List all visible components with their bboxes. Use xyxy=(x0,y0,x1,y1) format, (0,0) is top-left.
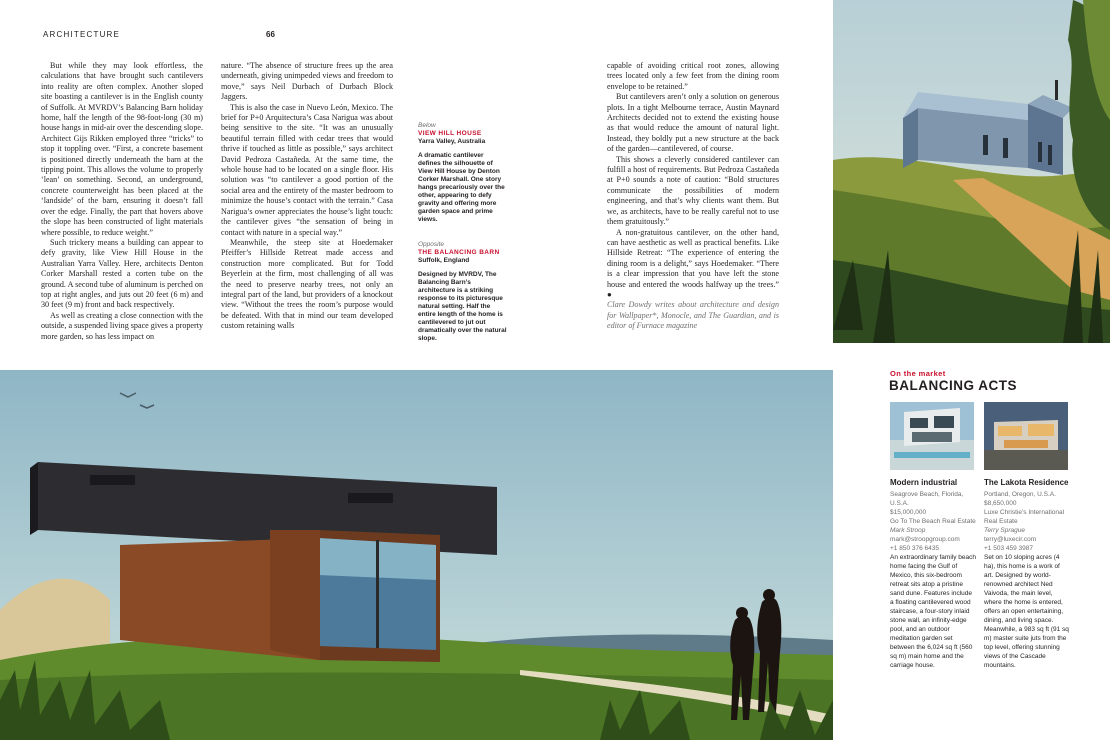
paragraph: Meanwhile, the steep site at Hoedemaker Pfeiffer’s Hillside Retreat made access and construction more complicated. But for Todd Beyerlein at the firm, most challenging of all was the need to preserve nearby trees, not only an integral part of the land, but providers of a knockout view. “Without the trees the room’s purpose would be defeated. With that in mind our team developed custom retaining walls xyxy=(221,237,393,331)
paragraph: But while they may look effortless, the calculations that have brought such cantilevers into reality are often complex. Another sloped site boasting a cantilever is in the English county of Suffolk. At MVRDV’s Balancing Barn holiday home, half the length of the 98-foot-long (30 m) house hangs in mid-air over the descending slope. Architect Gijs Rikken employed three “tricks” to stop it toppling over. “First, a concrete basement is positioned directly underneath the barn at the tipping point. This allows the volume to properly ‘lean’ on something. Second, an underground, concrete counterweight has been placed at the ‘landside’ of the barn, ensuring it doesn’t fall over the edge. Finally, the part that hovers above the slope has been constructed of light materials where possible, to reduce weight.” xyxy=(41,61,203,237)
listing-modern-industrial xyxy=(890,402,976,670)
view-hill-house-illustration xyxy=(0,370,833,740)
listing-price: $8,650,000 xyxy=(984,500,1017,507)
caption-title: THE BALANCING BARN xyxy=(418,249,500,256)
listing-email[interactable]: terry@luxecir.com xyxy=(984,536,1037,543)
listing-phone[interactable]: +1 850 376 6435 xyxy=(890,545,939,552)
listing-location: Seagrove Beach, Florida, U.S.A. xyxy=(890,491,964,507)
caption-text: Designed by MVRDV, The Balancing Barn’s architecture is a striking response to its picturesque natural setting. Half the entire length of the home is cantilevered to jut out dramatically over the natural slope. xyxy=(418,271,507,342)
listing-price: $15,000,000 xyxy=(890,509,927,516)
listing-agent: Terry Sprague xyxy=(984,527,1025,534)
listing-name: Modern industrial xyxy=(890,478,958,487)
article-column-1 xyxy=(41,61,203,342)
listing-agent: Mark Stroop xyxy=(890,527,926,534)
paragraph: As well as creating a close connection with the outside, a suspended living space gives a property more garden, so has less impact on xyxy=(41,310,203,341)
caption-location: Yarra Valley, Australia xyxy=(418,138,486,145)
caption-view-hill-house xyxy=(418,122,508,224)
market-tag: On the market xyxy=(890,369,946,378)
article-column-2 xyxy=(221,61,393,332)
paragraph: But cantilevers aren’t only a solution on generous plots. In a tight Melbourne terrace, Austin Maynard Architects decided not to extend the existing house as that would reduce the amount of natural light. Instead, they boldly put a new structure at the back of the garden—cantilevered, of course. xyxy=(607,92,779,154)
caption-balancing-barn xyxy=(418,241,508,343)
listing-name: The Lakota Residence xyxy=(984,478,1069,487)
market-title: BALANCING ACTS xyxy=(889,378,1017,393)
author-credit: Clare Dowdy writes about architecture and design for Wallpaper*, Monocle, and The Guardian, and is editor of Furnace magazine xyxy=(607,300,779,331)
paragraph: This is also the case in Nuevo León, Mexico. The brief for P+0 Arquitectura’s Casa Narigua was about being sensitive to the site. “It was an unusually beautiful terrain filled with cedar trees that would thrive if touched as little as possible,” says architect David Pedroza Castañeda. At the same time, the whole house had to be located on a single floor. His solution was “to cantilever a good portion of the social area and the entirety of the master bedroom to minimize the house’s contact with the terrain.” Casa Narigua’s owner appreciates the house’s light touch: the cantilever gives “the sensation of being in contact with nature in a special way.” xyxy=(221,102,393,237)
paragraph: capable of avoiding critical root zones, allowing trees located only a few feet from the dining room envelope to be retained.” xyxy=(607,61,779,91)
paragraph: A non-gratuitous cantilever, on the other hand, can have aesthetic as well as practical benefits. Like Hillside Retreat: “The experience of entering the dining room is a delight,” says Hoedemaker. “There is a clear impression that you have left the stone house and entered the woods halfway up the trees.” ● xyxy=(607,227,779,299)
section-header: ARCHITECTURE xyxy=(43,30,121,39)
listing-agency: Go To The Beach Real Estate xyxy=(890,518,976,525)
balancing-barn-illustration xyxy=(833,0,1110,343)
listing-description: An extraordinary family beach home facing the Gulf of Mexico, this six-bedroom retreat sits atop a pristine sand dune. Features include a floating cantilevered wood staircase, a four-story inlaid stone wall, an infinity-edge pool, and an outdoor meditation garden set between the 6,024 sq ft (560 sq m) main home and the carriage house. xyxy=(890,554,976,669)
listing-location: Portland, Oregon, U.S.A. xyxy=(984,491,1056,498)
article-column-4 xyxy=(607,61,779,332)
page-number: 66 xyxy=(266,30,275,39)
paragraph: nature. “The absence of structure frees up the area underneath, giving unimpeded views and freedom to move,” says Neil Durbach of Durbach Block Jaggers. xyxy=(221,61,393,102)
caption-direction: Below xyxy=(418,122,436,129)
listing-email[interactable]: mark@stroopgroup.com xyxy=(890,536,960,543)
listing-photo xyxy=(984,402,1068,470)
caption-direction: Opposite xyxy=(418,241,445,248)
listing-agency: Luxe Christie’s International Real Estate xyxy=(984,509,1065,525)
listing-photo xyxy=(890,402,974,470)
paragraph: This shows a cleverly considered cantilever can fulfill a host of requirements. But Pedroza Castañeda at P+0 sounds a note of caution: “Bold structures communicate the possibilities of modern engineering, and that’s why clients want them. But we, as architects, have to be really careful not to use them gratuitously.” xyxy=(607,154,779,227)
caption-text: A dramatic cantilever defines the silhouette of View Hill House by Denton Corker Marshall. One story hangs precariously over the other, appearing to defy gravity and offering more garden space and prime views. xyxy=(418,152,505,223)
caption-title: VIEW HILL HOUSE xyxy=(418,130,482,137)
paragraph: Such trickery means a building can appear to defy gravity, like View Hill House in the Australian Yarra Valley. Here, architects Denton Corker Marshall rested a corten tube on the ground. A second tube of aluminum is perched on top at right angles, and juts out 20 feet (6 m) and 30 feet (9 m) front and back respectively. xyxy=(41,237,203,310)
caption-location: Suffolk, England xyxy=(418,257,470,264)
listing-phone[interactable]: +1 503 459 3987 xyxy=(984,545,1033,552)
listing-lakota-residence xyxy=(984,402,1070,670)
listing-description: Set on 10 sloping acres (4 ha), this home is a work of art. Designed by world-renowned architect Ned Vaivoda, the main level, where the home is entered, offers an open entertaining, dining, and living space. Meanwhile, a 983 sq ft (91 sq m) master suite juts from the top level, offering stunning views of the Cascade mountains. xyxy=(984,554,1069,669)
